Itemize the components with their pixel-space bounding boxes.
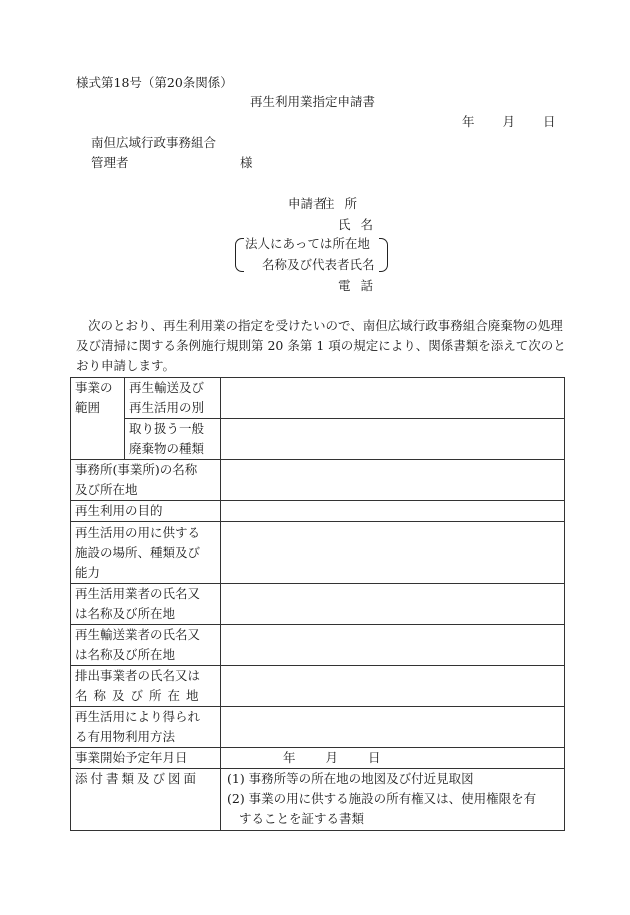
table-row (71, 460, 565, 501)
date-day: 日 (543, 114, 556, 129)
attachments-value (221, 769, 565, 831)
waste-type-value[interactable] (221, 419, 565, 460)
table-row (71, 625, 565, 666)
product-use-label: 再生活用により得られ る有用物利用方法 (71, 707, 221, 748)
table-row (71, 584, 565, 625)
purpose-label: 再生利用の目的 (71, 501, 221, 522)
recipient-honorific: 様 (240, 155, 253, 170)
table-row (71, 419, 565, 460)
waste-type-label: 取り扱う一般 廃棄物の種類 (125, 419, 221, 460)
purpose-value[interactable] (221, 501, 565, 522)
application-table (70, 377, 565, 831)
start-date-month: 月 (325, 750, 339, 765)
table-row (71, 522, 565, 584)
scope-label: 事業の 範囲 (71, 378, 125, 460)
table-row (71, 748, 565, 769)
facility-label: 再生活用の用に供する 施設の場所、種類及び 能力 (71, 522, 221, 584)
recycler-label: 再生活用業者の氏名又 は名称及び所在地 (71, 584, 221, 625)
discharger-value[interactable] (221, 666, 565, 707)
transporter-value[interactable] (221, 625, 565, 666)
table-row (71, 378, 565, 419)
transporter-label: 再生輸送業者の氏名又 は名称及び所在地 (71, 625, 221, 666)
table-row (71, 769, 565, 831)
discharger-label: 排出事業者の氏名又は 名称及び所在地 (71, 666, 221, 707)
start-date-year: 年 (283, 750, 296, 765)
scope-type-value[interactable] (221, 378, 565, 419)
left-bracket (235, 238, 244, 272)
right-bracket (379, 238, 388, 272)
scope-type-label: 再生輸送及び 再生活用の別 (125, 378, 221, 419)
corporate-name-note: 名称及び代表者氏名 (262, 257, 375, 272)
attachments-label: 添付書類及び図面 (71, 769, 221, 831)
attachment-item-1: (1) 事務所等の所在地の地図及び付近見取図 (227, 771, 474, 786)
facility-value[interactable] (221, 522, 565, 584)
office-label: 事務所(事業所)の名称 及び所在地 (71, 460, 221, 501)
recipient-title: 管理者 (91, 155, 129, 170)
recycler-value[interactable] (221, 584, 565, 625)
applicant-address-label: 住所 (322, 196, 368, 211)
start-date-label: 事業開始予定年月日 (71, 748, 221, 769)
form-number: 様式第18号（第20条関係） (76, 75, 233, 90)
application-date (462, 116, 556, 129)
intro-paragraph (76, 316, 566, 376)
recipient-organization: 南但広域行政事務組合 (91, 135, 217, 150)
date-month: 月 (502, 114, 516, 129)
product-use-value[interactable] (221, 707, 565, 748)
corporate-address-note: 法人にあっては所在地 (245, 236, 370, 251)
start-date-day: 日 (368, 750, 381, 765)
attachment-item-2-cont: することを証する書類 (239, 811, 365, 826)
applicant-phone-label: 電話 (338, 278, 384, 293)
applicant-role: 申請者 (288, 196, 326, 211)
applicant-name-label: 氏名 (338, 217, 384, 232)
table-row (71, 707, 565, 748)
table-row (71, 666, 565, 707)
attachment-item-2: (2) 事業の用に供する施設の所有権又は、使用権限を有 (227, 791, 537, 806)
intro-text: 次のとおり、再生利用業の指定を受けたいので、南但広域行政事務組合廃棄物の処理及び清掃に関する条例施行規則第 20 条第 1 項の規定により、関係書類を添えて次のとおり申請します。 (76, 318, 566, 373)
start-date-value[interactable] (221, 748, 565, 769)
document-title: 再生利用業指定申請書 (250, 94, 376, 109)
office-value[interactable] (221, 460, 565, 501)
table-row (71, 501, 565, 522)
date-year: 年 (462, 114, 475, 129)
